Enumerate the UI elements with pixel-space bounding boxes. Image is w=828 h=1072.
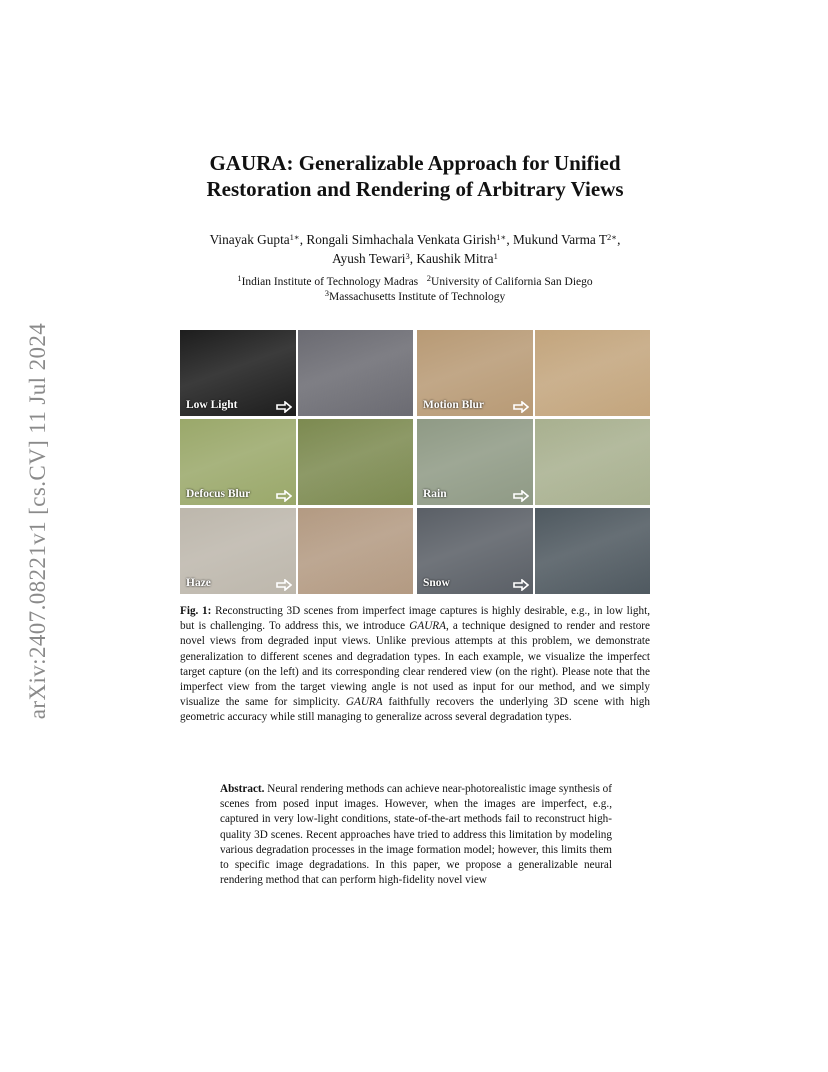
author-name: Kaushik Mitra [416,251,494,266]
author-superscript: 1∗ [496,232,507,242]
abstract [220,782,612,888]
title-line-2: Restoration and Rendering of Arbitrary Views [206,177,624,201]
affiliation-line-2 [150,290,680,305]
affiliation-name: University of California San Diego [431,276,593,288]
figure-panel [180,508,413,594]
restored-view-image [298,508,414,594]
panel-label: Motion Blur [423,399,485,411]
affiliation-superscript: 1 [237,273,242,283]
author-superscript: 2∗ [607,232,618,242]
author-name: Mukund Varma T [512,232,608,247]
arxiv-identifier: arXiv:2407.08221v1 [cs.CV] 11 Jul 2024 [25,322,50,720]
figure-panel [417,330,650,416]
affiliations [150,275,680,305]
caption-text: Reconstructing 3D scenes from imperfect image captures is highly desirable, e.g., in low light, but is challenging. To address this, we introduce [180,605,650,633]
affiliation-superscript: 3 [324,288,329,298]
abstract-label: Abstract. [220,783,265,795]
panel-label: Low Light [186,399,238,411]
arrow-right-icon [276,401,292,413]
panel-label: Rain [423,488,447,500]
caption-text: faithfully recovers the underlying 3D scene with high geometric accuracy while still managing to generalize across several degradation types. [180,696,650,724]
paper-title [150,150,680,202]
author-superscript: 1 [493,251,498,261]
restored-view-image [535,419,651,505]
affiliation-superscript: 2 [426,273,432,283]
method-name: GAURA [409,620,446,633]
method-name: GAURA [345,696,383,709]
author-superscript: 3 [405,251,410,261]
affiliation-line-1 [150,275,680,290]
author-list [140,230,690,268]
caption-label: Fig. 1: [180,605,212,617]
author-name: Ayush Tewari [332,251,406,266]
arrow-right-icon [513,490,529,502]
restored-view-image [535,330,651,416]
panel-label: Snow [423,577,450,589]
restored-view-image [535,508,651,594]
affiliation-name: Indian Institute of Technology Madras [241,276,419,288]
caption-text: , a technique designed to render and restore novel views from degraded input views. Unlike previous attempts at this problem, we demonstrate generalization to different scenes and degradation types. In each example, we visualize the imperfect target capture (on the left) and its corresponding clear rendered view (on the right). Please note that the imperfect view from the target viewing angle is not used as input for our method, and we simply visualize the same for simplicity. [180,620,650,709]
figure-panel [417,419,650,505]
arrow-right-icon [276,579,292,591]
figure-1-image-grid [180,330,650,595]
author-line-2: Ayush Tewari$^3$, Kaushik Mitra$^1$ [332,251,498,266]
arrow-right-icon [513,579,529,591]
restored-view-image [298,419,414,505]
title-line-1: GAURA: Generalizable Approach for Unified [209,151,621,175]
abstract-text: Neural rendering methods can achieve near-photorealistic image synthesis of scenes from posed input images. However, when the images are imperfect, e.g., captured in very low-light conditions, state-of-the-art methods fail to reconstruct high-quality 3D scenes. Recent approaches have tried to address this limitation by modeling various degradation processes in the image formation model; however, this limits them to specific image degradations. In this paper, we propose a generalizable neural rendering method that can perform high-fidelity novel view [220,783,612,887]
author-line-1: Vinayak Gupta$^{1∗}$, Rongali Simhachala Venkata Girish$^{1∗}$, Mukund Varma $T^{2∗}$, [209,232,621,247]
author-name: Rongali Simhachala Venkata Girish [306,232,497,247]
figure-panel [417,508,650,594]
figure-panel [180,330,413,416]
affiliation-name: Massachusetts Institute of Technology [329,291,506,303]
panel-label: Haze [186,577,211,589]
arxiv-sidebar [20,296,56,746]
panel-label: Defocus Blur [186,488,251,500]
arrow-right-icon [276,490,292,502]
restored-view-image [298,330,414,416]
author-name: Vinayak Gupta [209,232,290,247]
arrow-right-icon [513,401,529,413]
figure-caption [180,604,650,726]
figure-panel [180,419,413,505]
author-superscript: 1∗ [289,232,300,242]
